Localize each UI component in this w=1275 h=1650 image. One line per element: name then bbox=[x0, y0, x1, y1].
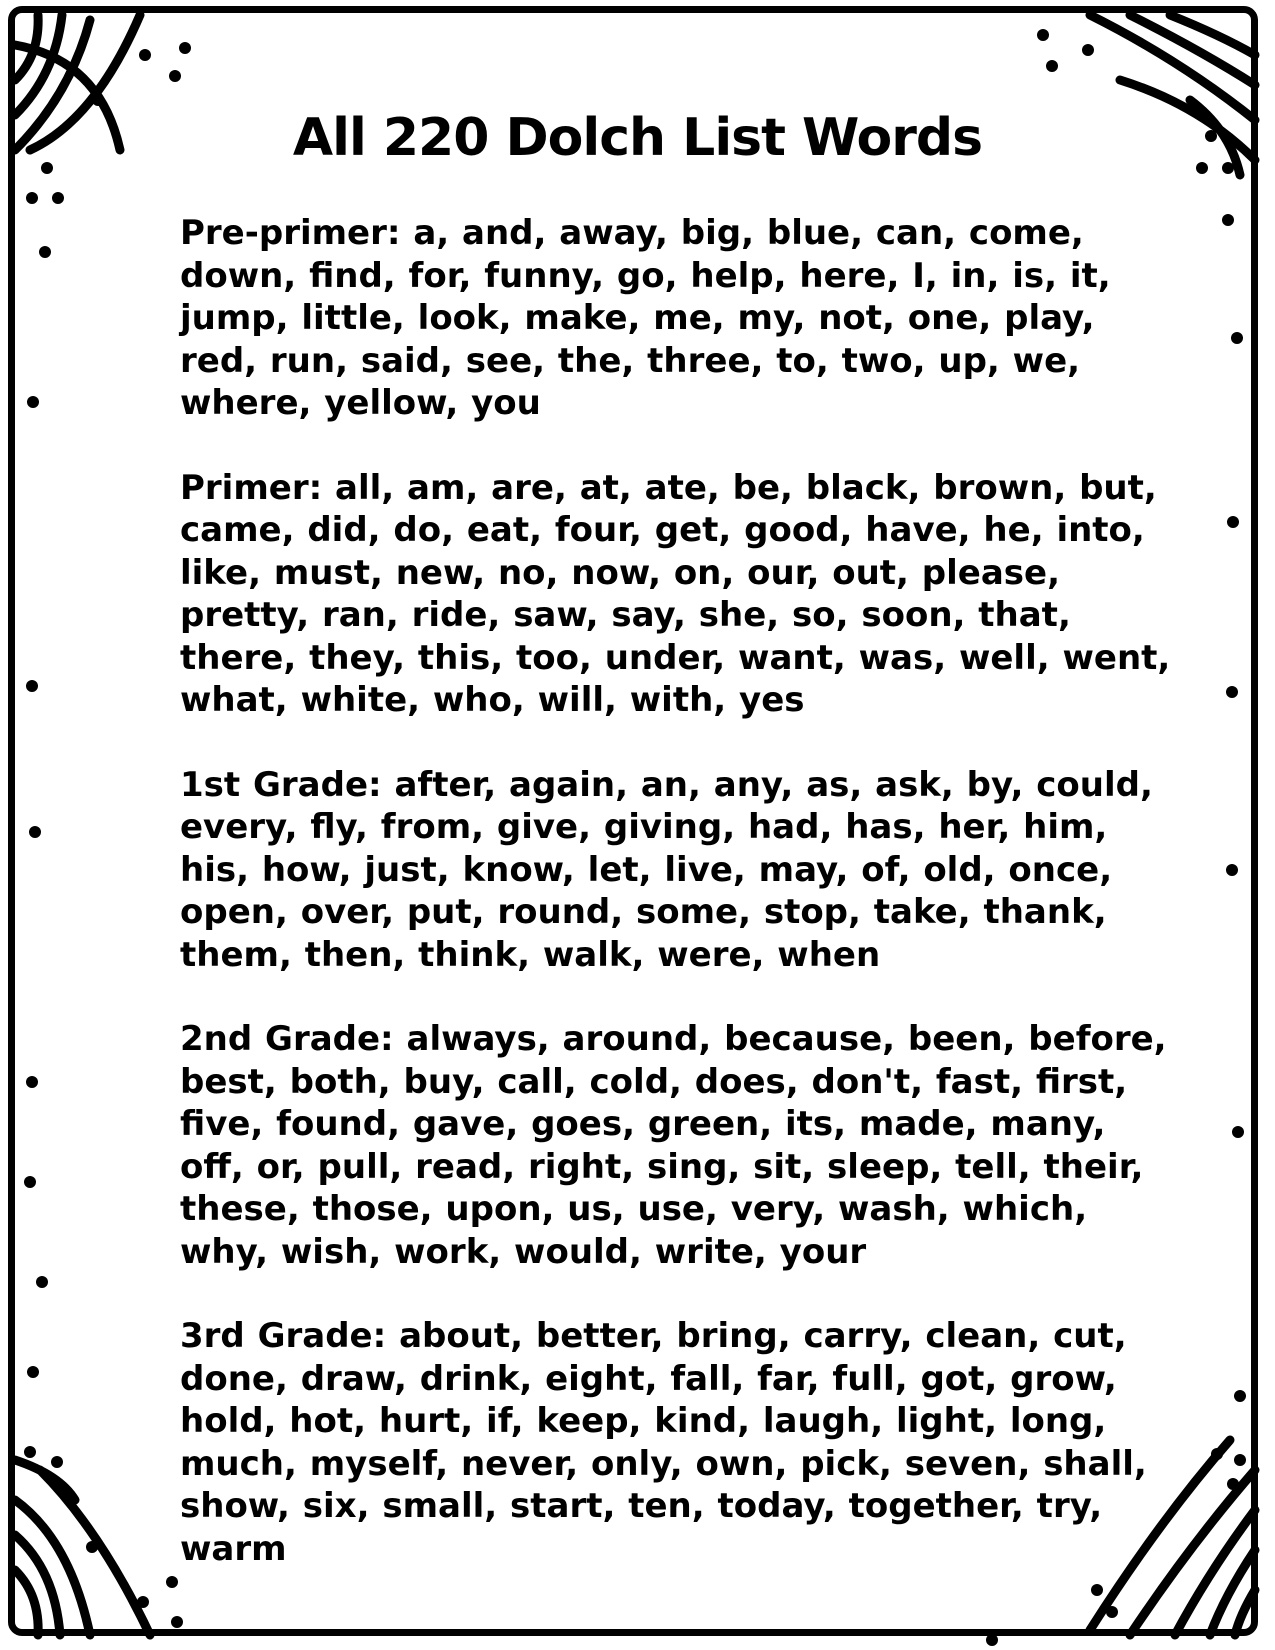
section-words: a, and, away, big, blue, can, come, down, find, for, funny, go, help, here, I, in, is, it, jump, little, look, make, me, my, not, one, play, red, run, said, see, the, three, to, two, up, we, where, yellow, you bbox=[180, 213, 1111, 423]
section-label: 1st Grade: bbox=[180, 764, 382, 805]
section-words: about, better, bring, carry, clean, cut, done, draw, drink, eight, fall, far, full, got, grow, hold, hot, hurt, if, keep, kind, laugh, light, long, much, myself, never, only, own, pick, seven, shall, show, six, small, start, ten, today, together, try, warm bbox=[180, 1316, 1147, 1569]
section-words: after, again, an, any, as, ask, by, could, every, fly, from, give, giving, had, has, her, him, his, how, just, know, let, live, may, of, old, once, open, over, put, round, some, stop, take, thank, them, then, think, walk, were, when bbox=[180, 764, 1153, 975]
section-label: Primer: bbox=[180, 467, 323, 508]
word-lists bbox=[180, 212, 1180, 1612]
section-label: 3rd Grade: bbox=[180, 1316, 387, 1356]
section-label: 2nd Grade: bbox=[180, 1019, 394, 1059]
section-1st-grade bbox=[180, 764, 1180, 977]
section-words: always, around, because, been, before, best, both, buy, call, cold, does, don't, fast, first, five, found, gave, goes, green, its, made, many, off, or, pull, read, right, sing, sit, sleep, tell, their, these, those, upon, us, use, very, wash, which, why, wish, work, would, write, your bbox=[180, 1019, 1167, 1272]
section-words: all, am, are, at, ate, be, black, brown, but, came, did, do, eat, four, get, good, have, he, into, like, must, new, no, now, on, our, out, please, pretty, ran, ride, saw, say, she, so, soon, that, there, they, this, too, under, want, was, well, went, what, white, who, will, with, yes bbox=[180, 467, 1171, 720]
section-2nd-grade bbox=[180, 1018, 1180, 1273]
section-3rd-grade bbox=[180, 1315, 1180, 1570]
section-pre-primer bbox=[180, 212, 1180, 425]
page-title: All 220 Dolch List Words bbox=[292, 108, 983, 168]
section-label: Pre-primer: bbox=[180, 213, 401, 253]
bottom-left-stripes bbox=[15, 1460, 150, 1635]
section-primer bbox=[180, 467, 1180, 722]
